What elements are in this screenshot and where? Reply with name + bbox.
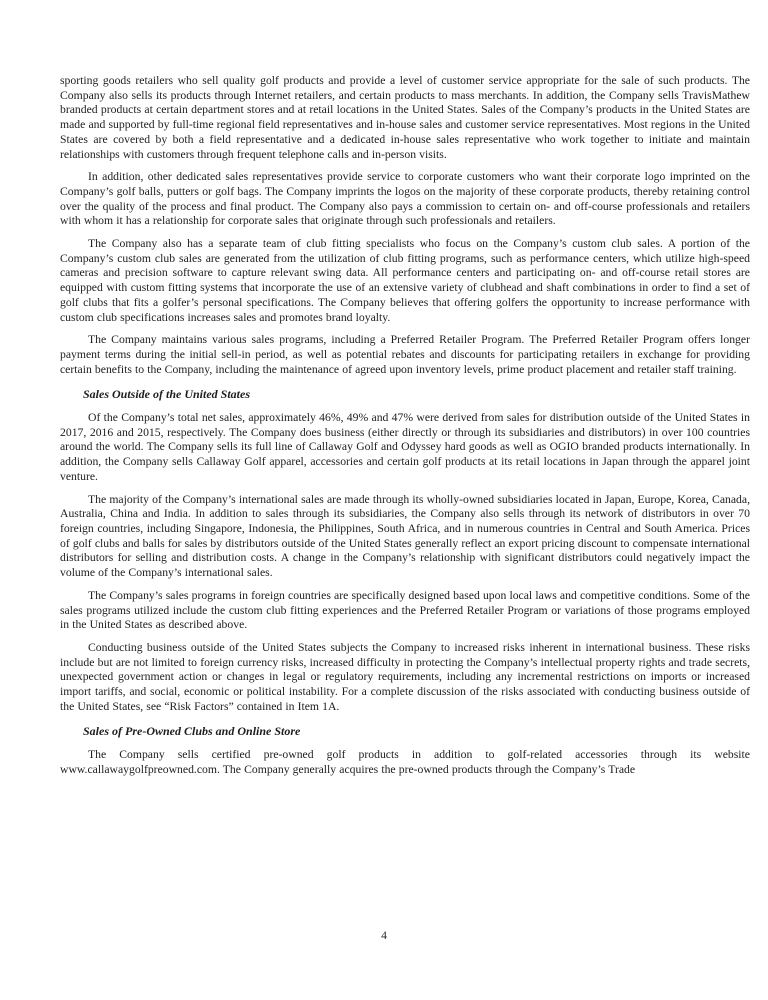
body-paragraph: The majority of the Company’s international sales are made through its wholly-owned subsidiaries located in Japan, Europe, Korea, Canada, Australia, China and India. In addition to sales through its subsidiaries, the Company also sells through its network of distributors in over 70 foreign countries, including Singapore, Indonesia, the Philippines, South Africa, and in numerous countries in Central and South America. Prices of golf clubs and balls for sales by distributors outside of the United States generally reflect an export pricing discount to compensate international distributors for selling and distribution costs. A change in the Company’s relationship with significant distributors could negatively impact the volume of the Company’s international sales.	[60, 492, 750, 580]
continued-paragraph: sporting goods retailers who sell quality golf products and provide a level of customer service appropriate for the sale of such products. The Company also sells its products through Internet retailers, and certain products to mass merchants. In addition, the Company sells TravisMathew branded products at certain department stores and at retail locations in the United States. Sales of the Company’s products in the United States are made and supported by full-time regional field representatives and in-house sales and customer service representatives. Most regions in the United States are covered by both a field representative and a dedicated in-house sales representative who work together to initiate and maintain relationships with customers through frequent telephone calls and in-person visits.	[60, 74, 750, 161]
section-heading-pre-owned-clubs: Sales of Pre-Owned Clubs and Online Store	[83, 724, 301, 739]
body-paragraph: The Company maintains various sales programs, including a Preferred Retailer Program. The Preferred Retailer Program offers longer payment terms during the initial sell-in period, as well as potential rebates and discounts for participating retailers in exchange for providing certain benefits to the Company, including the maintenance of agreed upon inventory levels, prime product placement and retailer staff training.	[60, 333, 750, 376]
page-body	[60, 74, 750, 786]
body-paragraph: Conducting business outside of the United States subjects the Company to increased risks inherent in international business. These risks include but are not limited to foreign currency risks, increased difficulty in protecting the Company’s intellectual property rights and trade secrets, unexpected government action or changes in legal or regulatory requirements, including any incremental restrictions on imports or increased import tariffs, and social, economic or political instability. For a complete discussion of the risks associated with conducting business outside of the United States, see “Risk Factors” contained in Item 1A.	[60, 640, 750, 713]
body-paragraph: The Company sells certified pre-owned golf products in addition to golf-related accessories through its website www.callawaygolfpreowned.com. The Company generally acquires the pre-owned products through the Company’s Trade	[60, 748, 750, 776]
body-paragraph: In addition, other dedicated sales representatives provide service to corporate customers who want their corporate logo imprinted on the Company’s golf balls, putters or golf bags. The Company imprints the logos on the majority of these corporate products, thereby retaining control over the quality of the process and final product. The Company also pays a commission to certain on- and off-course professionals and retailers with whom it has a relationship for corporate sales that originate through such professionals and retailers.	[60, 170, 750, 228]
body-paragraph: Of the Company’s total net sales, approximately 46%, 49% and 47% were derived from sales for distribution outside of the United States in 2017, 2016 and 2015, respectively. The Company does business (either directly or through its subsidiaries and distributors) in over 100 countries around the world. The Company sells its full line of Callaway Golf and Odyssey hard goods as well as OGIO branded products internationally. In addition, the Company sells Callaway Golf apparel, accessories and certain golf products at its retail locations in Japan through the apparel joint venture.	[60, 411, 750, 483]
page-number: 4	[381, 929, 387, 942]
body-paragraph: The Company’s sales programs in foreign countries are specifically designed based upon local laws and competitive conditions. Some of the sales programs utilized include the custom club fitting experiences and the Preferred Retailer Program or variations of those programs employed in the United States as described above.	[60, 588, 750, 632]
body-paragraph: The Company also has a separate team of club fitting specialists who focus on the Company’s custom club sales. A portion of the Company’s custom club sales are generated from the utilization of club fitting programs, such as performance centers, which utilize high-speed cameras and precision software to capture relevant swing data. All performance centers and participating on- and off-course retail stores are equipped with custom fitting systems that incorporate the use of an extensive variety of clubhead and shaft combinations in order to find a set of golf clubs that fits a golfer’s personal specifications. The Company believes that offering golfers the opportunity to increase performance with custom club specifications increases sales and promotes brand loyalty.	[60, 237, 750, 324]
section-heading-sales-outside-us: Sales Outside of the United States	[83, 387, 251, 402]
